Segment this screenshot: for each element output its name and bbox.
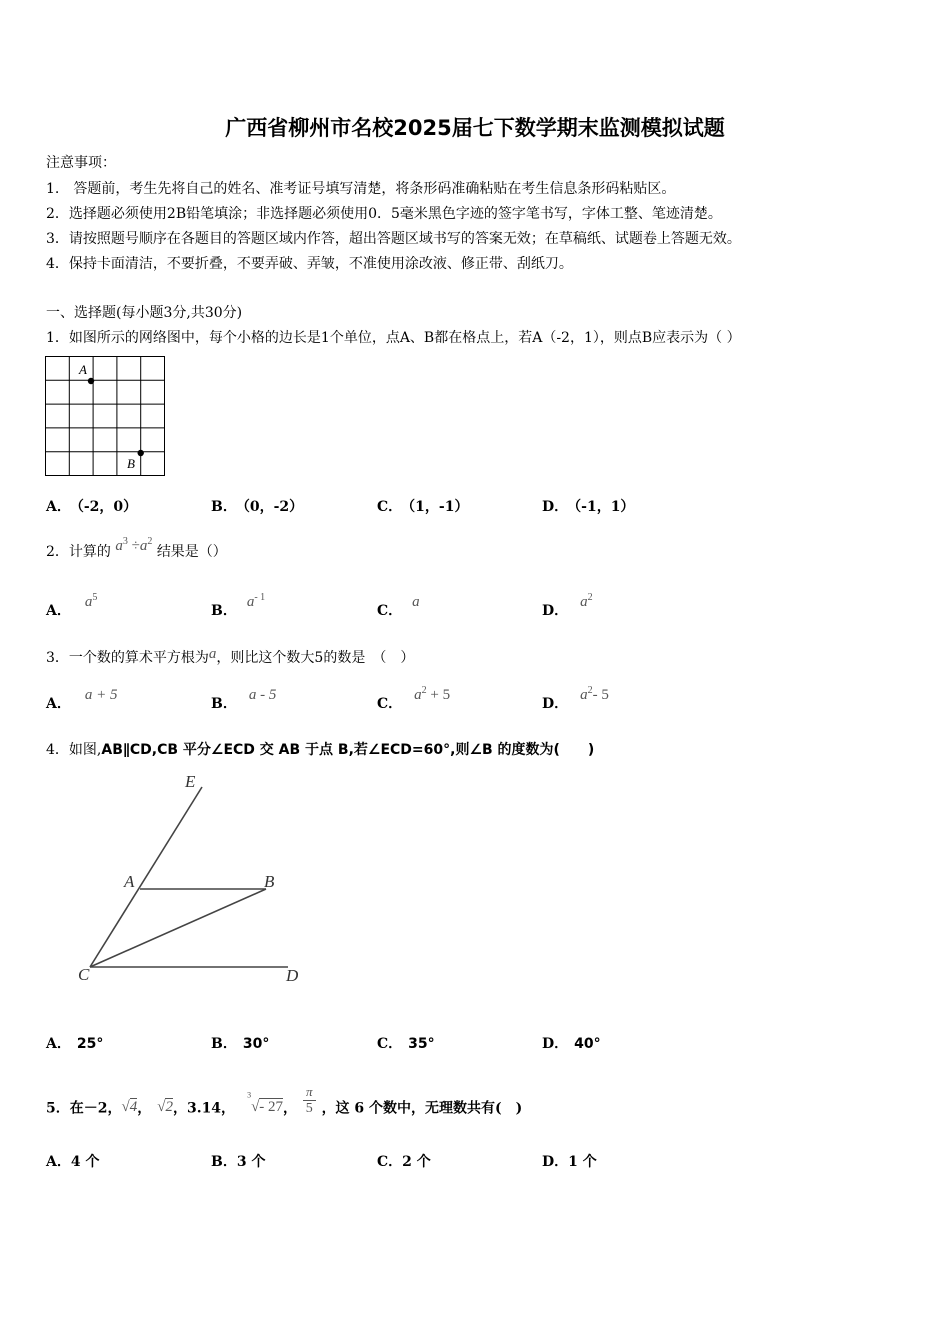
q5-option-d[interactable]: D．1 个	[542, 1154, 597, 1170]
q4-option-b[interactable]: B． 30°	[211, 1036, 270, 1052]
q5-option-b[interactable]: B．3 个	[211, 1154, 266, 1170]
q1-grid-figure	[45, 356, 167, 478]
q5-option-a[interactable]: A．4 个	[46, 1154, 100, 1170]
q3-option-d[interactable]: D．$a^2-$ 5	[542, 685, 609, 712]
q2-option-d[interactable]: D．$a^2$	[542, 592, 593, 619]
q5-fraction: $\frac{\pi}{5}$	[303, 1084, 316, 1117]
q1-option-a[interactable]: A． （-2，0）	[46, 499, 138, 515]
q3-stem: 3．一个数的算术平方根为a，则比这个数大5的数是 （ ）	[46, 646, 415, 666]
q3-option-b[interactable]: B．a - 5	[211, 687, 277, 712]
point-a-marker	[88, 378, 94, 384]
q1-option-b[interactable]: B． （0，-2）	[211, 499, 304, 515]
q2-expression: $a^3 \div a^2$	[115, 536, 153, 554]
q2-option-b[interactable]: B．$a^{- 1}$	[211, 592, 266, 619]
q1-option-c[interactable]: C． （1，-1）	[377, 499, 469, 515]
label-b: B	[264, 872, 275, 891]
page-title: 广西省柳州市名校2025届七下数学期末监测模拟试题	[225, 116, 725, 140]
label-d: D	[286, 966, 299, 985]
q4-option-c[interactable]: C． 35°	[377, 1036, 435, 1052]
q5-stem: 5．在－2，√4， √2，3.14，$^3$√- 27， $\frac{\pi}{5}$ ，这 6 个数中，无理数共有( )	[46, 1084, 523, 1117]
notice-item: 3．请按照题号顺序在各题目的答题区域内作答，超出答题区域书写的答案无效；在草稿纸、试题卷上答题无效。	[46, 231, 741, 247]
point-b-marker	[138, 450, 144, 456]
notice-item: 2．选择题必须使用2B铅笔填涂；非选择题必须使用0．5毫米黑色字迹的签字笔书写，字体工整、笔迹清楚。	[46, 206, 722, 222]
label-c: C	[78, 965, 90, 984]
label-e: E	[185, 772, 196, 791]
q5-option-c[interactable]: C．2 个	[377, 1154, 431, 1170]
q4-option-a[interactable]: A． 25°	[46, 1036, 104, 1052]
q2-stem: 2．计算的 $a^3 \div a^2$ 结果是（）	[46, 536, 227, 560]
q3-option-a[interactable]: A．a + 5	[46, 687, 118, 712]
notice-item: 1. 答题前，考生先将自己的姓名、准考证号填写清楚，将条形码准确粘贴在考生信息条形码粘贴区。	[46, 181, 676, 197]
q4-option-d[interactable]: D． 40°	[542, 1036, 601, 1052]
q5-sqrt-2: √2	[157, 1098, 173, 1115]
q5-sqrt-4: √4	[121, 1098, 138, 1115]
q3-option-c[interactable]: C．$a^2 + 5$	[377, 685, 451, 712]
q2-option-c[interactable]: C．a	[377, 594, 420, 619]
label-a: A	[124, 872, 135, 891]
q1-text: 1．如图所示的网络图中，每个小格的边长是1个单位，点A、B都在格点上，若A（-2，1），则点B应表示为（ ）	[46, 330, 741, 346]
q5-cube-root: $^3$√- 27	[247, 1090, 284, 1115]
notice-heading: 注意事项：	[46, 155, 116, 171]
point-b-label: B	[127, 456, 135, 471]
q4-geometry-figure	[70, 765, 315, 990]
q1-option-d[interactable]: D． （-1，1）	[542, 499, 635, 515]
notice-item: 4．保持卡面清洁，不要折叠，不要弄破、弄皱，不准使用涂改液、修正带、刮纸刀。	[46, 256, 573, 272]
point-a-label: A	[79, 362, 87, 377]
q4-stem: 4．如图,AB∥CD,CB 平分∠ECD 交 AB 于点 B,若∠ECD=60°,则∠B 的度数为( )	[46, 742, 595, 758]
section-heading: 一、选择题(每小题3分,共30分)	[46, 305, 243, 321]
line-ce	[90, 787, 202, 967]
line-cb	[90, 889, 266, 967]
q2-option-a[interactable]: A．$a^5$	[46, 592, 98, 619]
